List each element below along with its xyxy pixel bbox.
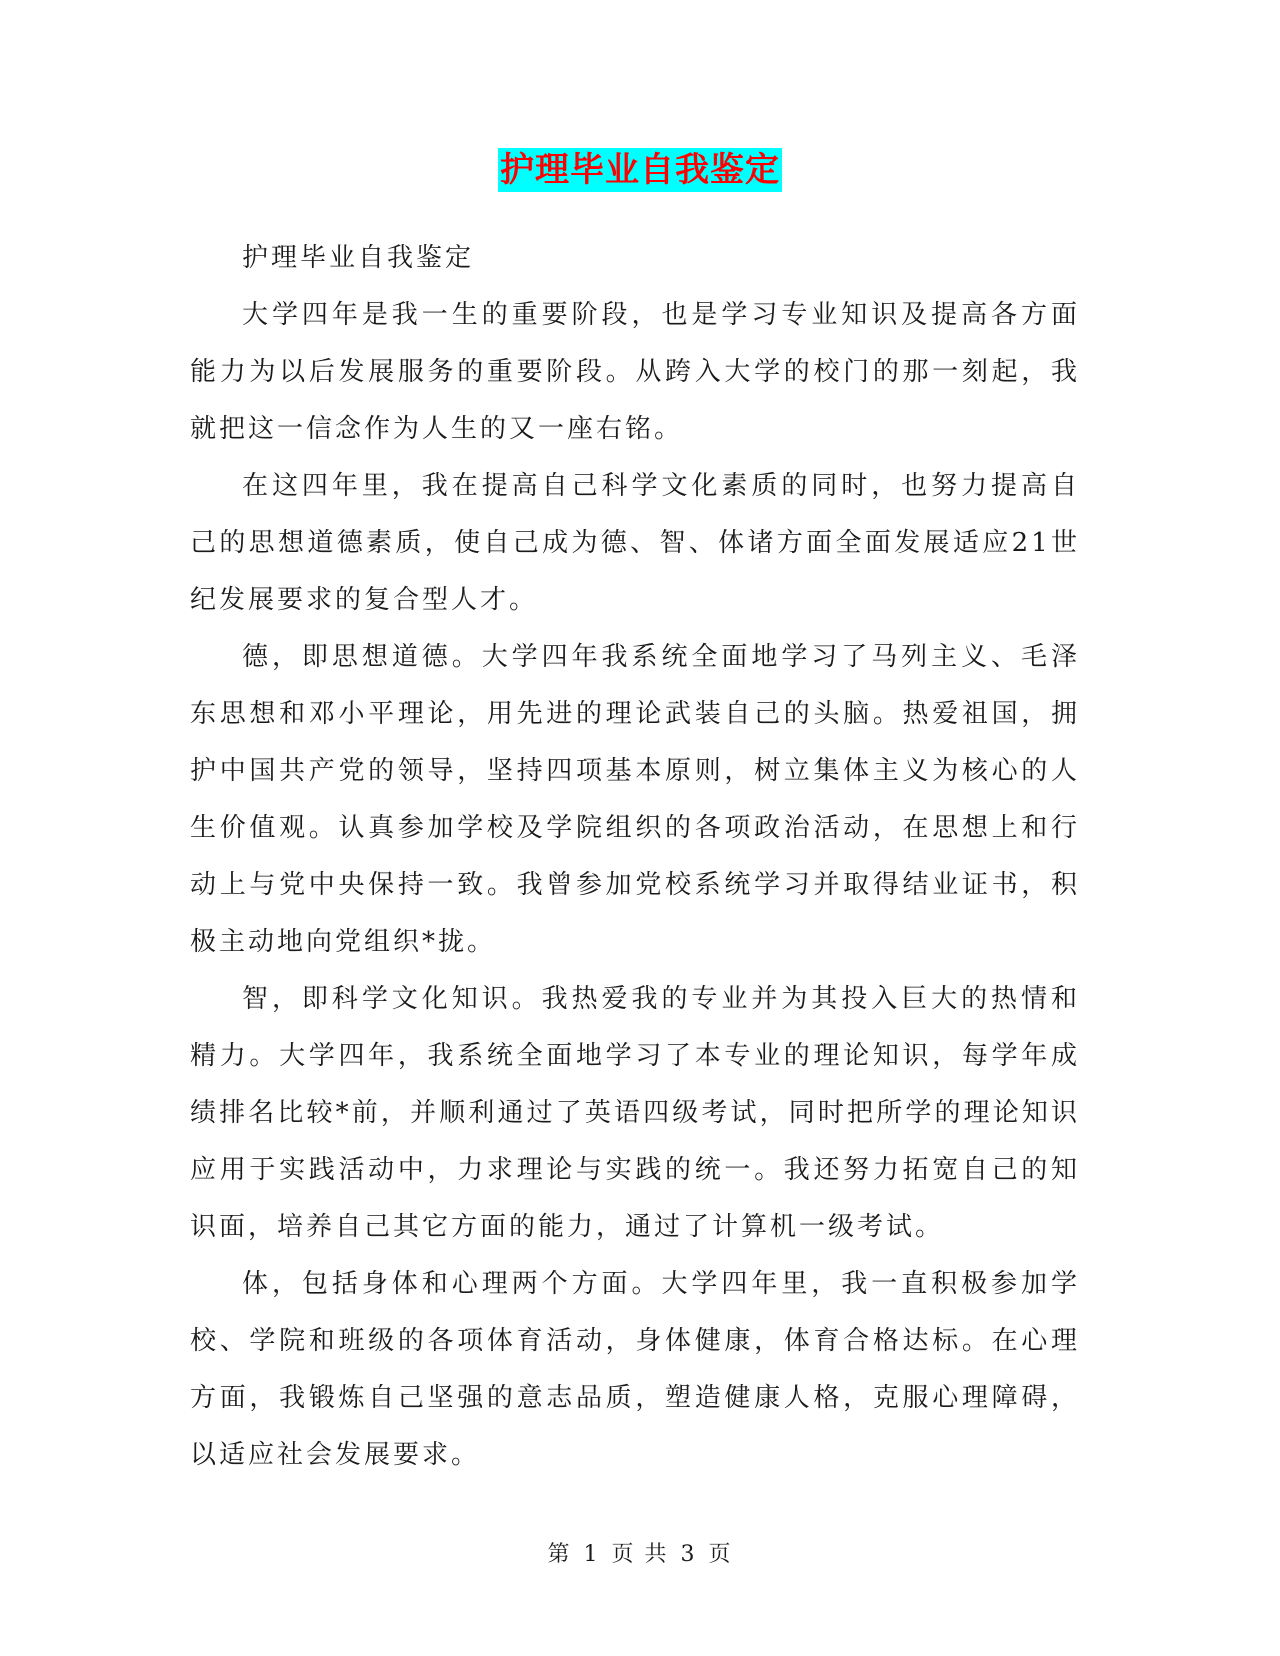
page-total-number: 3 [680, 1542, 697, 1567]
page-footer [0, 1540, 1280, 1570]
paragraph-overview: 在这四年里，我在提高自己科学文化素质的同时，也努力提高自己的思想道德素质，使自己成为德、智、体诸方面全面发展适应21世纪发展要求的复合型人才。 [190, 471, 1080, 615]
page-label-prefix: 第 [547, 1542, 572, 1567]
page-label-mid: 页 共 [611, 1542, 669, 1567]
title-container [0, 148, 1280, 192]
document-title: 护理毕业自我鉴定 [500, 150, 780, 190]
document-body [190, 230, 1080, 1484]
page-label-suffix: 页 [708, 1542, 733, 1567]
paragraph-subtitle: 护理毕业自我鉴定 [242, 243, 475, 273]
paragraph-intellect: 智，即科学文化知识。我热爱我的专业并为其投入巨大的热情和精力。大学四年，我系统全面地学习了本专业的理论知识，每学年成绩排名比较*前，并顺利通过了英语四级考试，同时把所学的理论知识应用于实践活动中，力求理论与实践的统一。我还努力拓宽自己的知识面，培养自己其它方面的能力，通过了计算机一级考试。 [190, 984, 1080, 1242]
page-current-number: 1 [583, 1542, 600, 1567]
paragraph-intro: 大学四年是我一生的重要阶段，也是学习专业知识及提高各方面能力为以后发展服务的重要阶段。从跨入大学的校门的那一刻起，我就把这一信念作为人生的又一座右铭。 [190, 300, 1080, 444]
paragraph-physical: 体，包括身体和心理两个方面。大学四年里，我一直积极参加学校、学院和班级的各项体育活动，身体健康，体育合格达标。在心理方面，我锻炼自己坚强的意志品质，塑造健康人格，克服心理障碍，以适应社会发展要求。 [190, 1269, 1080, 1470]
paragraph-morality: 德，即思想道德。大学四年我系统全面地学习了马列主义、毛泽东思想和邓小平理论，用先进的理论武装自己的头脑。热爱祖国，拥护中国共产党的领导，坚持四项基本原则，树立集体主义为核心的人生价值观。认真参加学校及学院组织的各项政治活动，在思想上和行动上与党中央保持一致。我曾参加党校系统学习并取得结业证书，积极主动地向党组织*拢。 [190, 642, 1080, 957]
